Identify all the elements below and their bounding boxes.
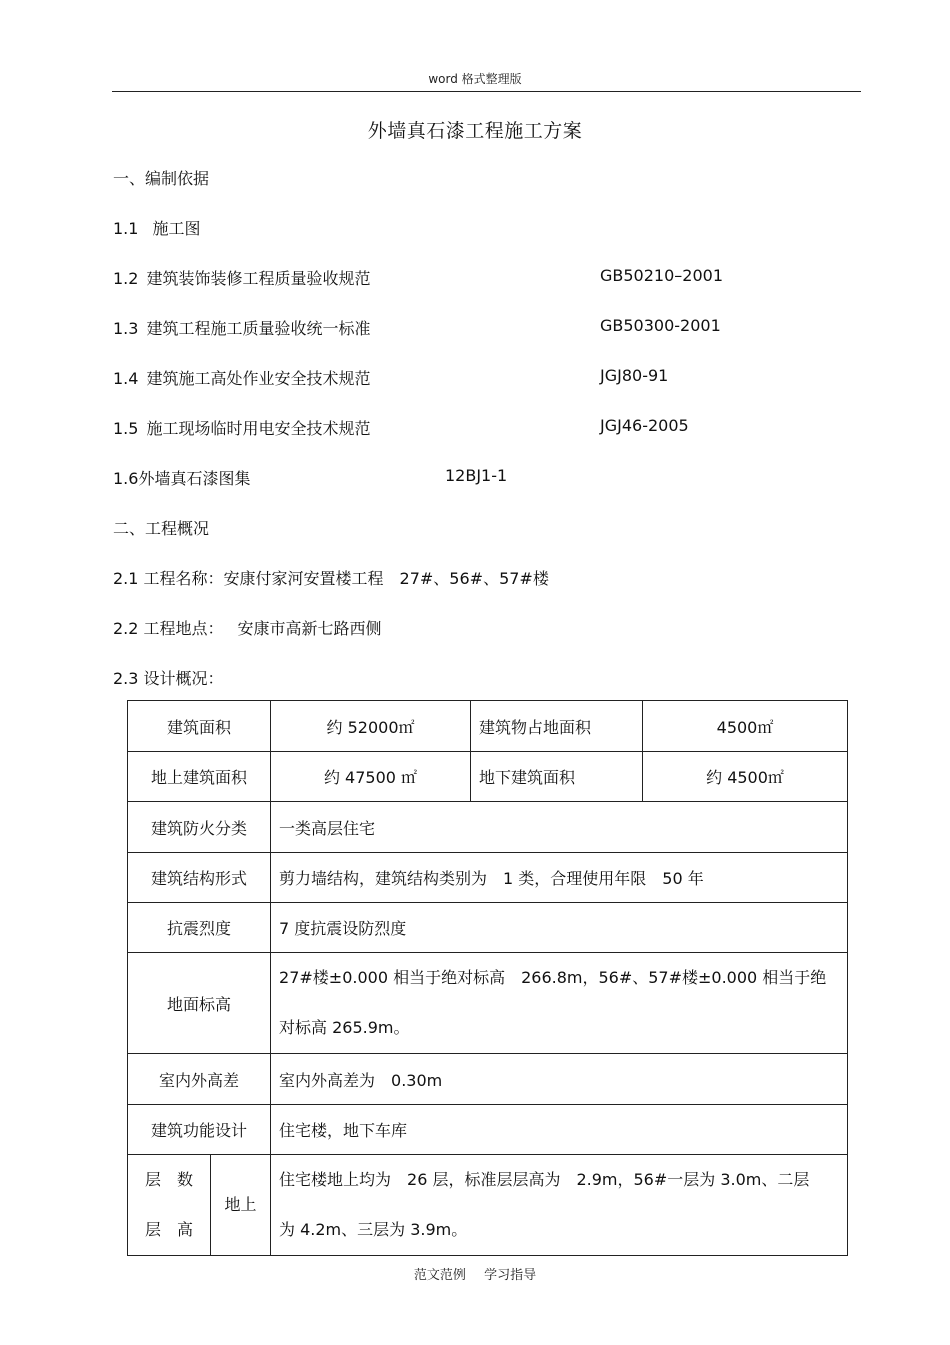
basis-code: JGJ46-2005 — [600, 416, 689, 435]
basis-name: 建筑施工高处作业安全技术规范 — [146, 369, 371, 388]
cell-line: 对标高 265.9m。 — [279, 1018, 410, 1037]
table-cell: 建筑防火分类 — [128, 802, 271, 853]
table-cell: 建筑物占地面积 — [471, 701, 643, 752]
cell-line: 27#楼±0.000 相当于绝对标高 266.8m，56#、57#楼±0.000 相当于绝 — [279, 968, 827, 987]
table-cell — [128, 1155, 211, 1256]
table-cell: 建筑功能设计 — [128, 1105, 271, 1155]
table-cell: 住宅楼，地下车库 — [271, 1105, 848, 1155]
table-row — [128, 1105, 848, 1155]
basis-item — [113, 266, 370, 289]
cell-line: 层 数 — [144, 1170, 193, 1189]
table-cell: 建筑结构形式 — [128, 853, 271, 903]
table-cell: 地下建筑面积 — [471, 752, 643, 802]
basis-number: 1.4 — [113, 369, 139, 388]
table-cell: 7 度抗震设防烈度 — [271, 903, 848, 953]
basis-code: GB50210–2001 — [600, 266, 723, 285]
project-location-line — [113, 616, 382, 639]
document-title: 外墙真石漆工程施工方案 — [367, 120, 583, 142]
cell-line: 住宅楼地上均为 26 层，标准层层高为 2.9m，56#一层为 3.0m、二层 — [279, 1170, 810, 1189]
page-header: word 格式整理版 — [428, 72, 522, 86]
basis-number: 1.1 — [113, 219, 139, 238]
page-footer — [0, 1264, 950, 1283]
basis-number: 1.3 — [113, 319, 139, 338]
project-name-line: 2.1 工程名称：安康付家河安置楼工程 27#、56#、57#楼 — [113, 569, 549, 588]
table-cell: 约 52000㎡ — [271, 701, 471, 752]
basis-number: 1.5 — [113, 419, 139, 438]
table-row — [128, 701, 848, 752]
table-row — [128, 903, 848, 953]
header-divider — [112, 91, 861, 92]
basis-item — [113, 216, 200, 239]
table-row — [128, 1155, 848, 1256]
table-cell: 室内外高差为 0.30m — [271, 1054, 848, 1105]
table-cell: 一类高层住宅 — [271, 802, 848, 853]
table-row — [128, 1054, 848, 1105]
table-cell: 剪力墙结构，建筑结构类别为 1 类，合理使用年限 50 年 — [271, 853, 848, 903]
basis-name: 施工图 — [152, 219, 201, 238]
table-cell — [271, 1155, 848, 1256]
cell-line: 层 高 — [144, 1220, 193, 1239]
section-heading-overview: 二、工程概况 — [113, 519, 210, 538]
cell-line: 为 4.2m、三层为 3.9m。 — [279, 1220, 468, 1239]
basis-item — [113, 466, 250, 489]
basis-code: JGJ80-91 — [600, 366, 669, 385]
table-cell: 约 4500㎡ — [643, 752, 848, 802]
footer-left-text: 范文范例 — [413, 1268, 466, 1283]
table-cell — [271, 953, 848, 1054]
table-row — [128, 853, 848, 903]
section-heading-basis: 一、编制依据 — [113, 169, 210, 188]
table-cell: 室内外高差 — [128, 1054, 271, 1105]
project-location-value: 安康市高新七路西侧 — [237, 619, 382, 638]
basis-number: 1.2 — [113, 269, 139, 288]
basis-name: 外墙真石漆图集 — [138, 469, 251, 488]
basis-item — [113, 366, 370, 389]
basis-number: 1.6 — [113, 469, 139, 488]
table-row — [128, 802, 848, 853]
table-cell: 建筑面积 — [128, 701, 271, 752]
design-overview-table — [127, 700, 848, 1256]
basis-name: 施工现场临时用电安全技术规范 — [146, 419, 371, 438]
basis-name: 建筑工程施工质量验收统一标准 — [146, 319, 371, 338]
table-cell: 地面标高 — [128, 953, 271, 1054]
basis-name: 建筑装饰装修工程质量验收规范 — [146, 269, 371, 288]
project-location-label: 2.2 工程地点： — [113, 619, 224, 638]
design-overview-heading: 2.3 设计概况： — [113, 669, 224, 688]
basis-code: 12BJ1-1 — [445, 466, 508, 485]
table-cell — [211, 1155, 271, 1256]
basis-code: GB50300-2001 — [600, 316, 721, 335]
table-cell: 抗震烈度 — [128, 903, 271, 953]
table-row — [128, 953, 848, 1054]
table-row — [128, 752, 848, 802]
basis-item — [113, 316, 370, 339]
table-cell: 4500㎡ — [643, 701, 848, 752]
basis-item — [113, 416, 370, 439]
cell-line: 地上 — [224, 1195, 257, 1214]
table-cell: 约 47500 ㎡ — [271, 752, 471, 802]
footer-right-text: 学习指导 — [484, 1268, 537, 1283]
table-cell: 地上建筑面积 — [128, 752, 271, 802]
